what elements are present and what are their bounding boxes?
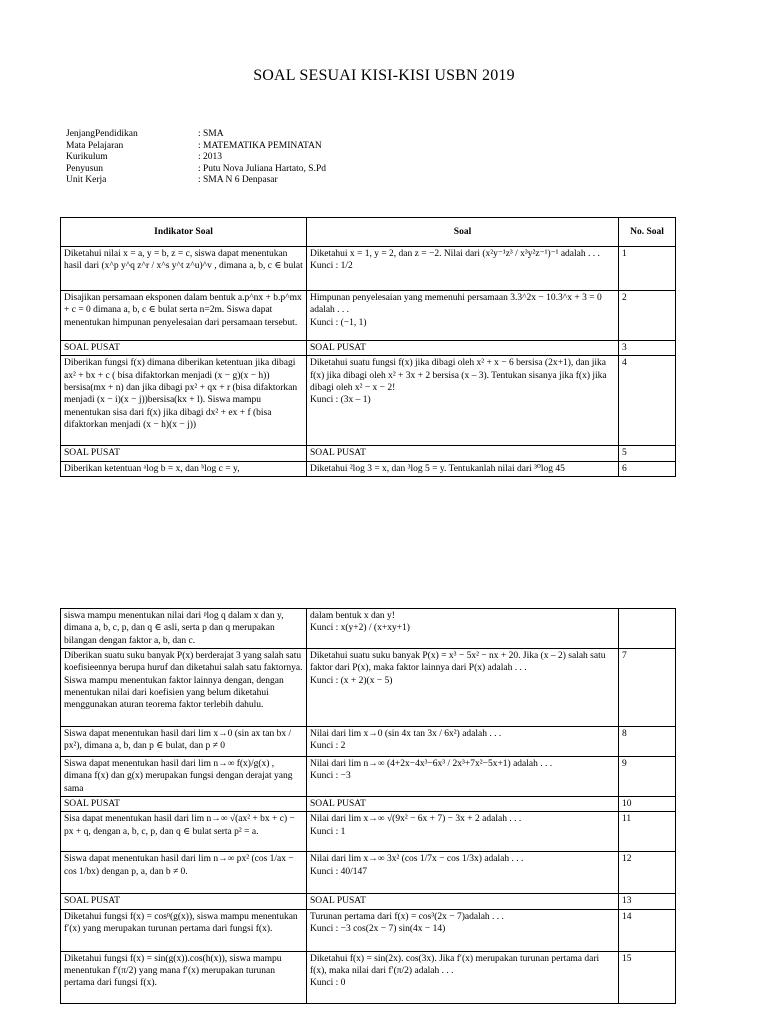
table-row <box>61 356 676 446</box>
indikator-cell: Diberikan ketentuan ᵃlog b = x, dan ᵇlog c = y, <box>61 461 307 476</box>
indikator-cell: Siswa dapat menentukan hasil dari lim n→∞ f(x)/g(x) , dimana f(x) dan g(x) merupakan fungsi dengan derajat yang sama <box>61 757 307 797</box>
table-row <box>61 812 676 852</box>
soal-cell <box>307 852 619 894</box>
no-soal-cell: 5 <box>619 446 676 461</box>
kunci-text: Kunci : 1/2 <box>310 261 353 272</box>
soal-cell <box>307 727 619 757</box>
meta-value: : 2013 <box>198 152 223 162</box>
no-soal-cell: 8 <box>619 727 676 757</box>
no-soal-cell: 12 <box>619 852 676 894</box>
meta-row <box>66 128 666 140</box>
soal-text: Diketahui ²log 3 = x, dan ³log 5 = y. Tentukanlah nilai dari ³⁰log 45 <box>310 463 565 474</box>
kunci-text: Kunci : (−1, 1) <box>310 317 367 328</box>
soal-cell <box>307 797 619 812</box>
table-row <box>61 757 676 797</box>
meta-row <box>66 140 666 152</box>
no-soal-cell: 9 <box>619 757 676 797</box>
table-row <box>61 341 676 356</box>
indikator-cell: Diketahui fungsi f(x) = cosⁿ(g(x)), siswa mampu menentukan f′(x) yang merupakan turunan pertama dari fungsi f(x). <box>61 909 307 951</box>
kunci-text: Kunci : 2 <box>310 741 346 752</box>
header-soal: Soal <box>307 218 619 247</box>
soal-cell <box>307 247 619 291</box>
soal-text: dalam bentuk x dan y! <box>310 611 395 621</box>
table-row <box>61 609 676 649</box>
table-row <box>61 291 676 341</box>
soal-text: Diketahui f(x) = sin(2x). cos(3x). Jika f′(x) merupakan turunan pertama dari f(x), maka nilai dari f′(π/2) adalah . . . <box>310 953 600 977</box>
soal-cell <box>307 291 619 341</box>
soal-cell <box>307 951 619 1003</box>
no-soal-cell: 14 <box>619 909 676 951</box>
soal-cell <box>307 356 619 446</box>
table-row <box>61 894 676 909</box>
header-no-soal: No. Soal <box>619 218 676 247</box>
indikator-cell: Diberikan suatu suku banyak P(x) berderajat 3 yang salah satu koefisieennya berupa huruf dan diketahui salah satu faktornya. Siswa mampu menentukan faktor lainnya dengan, dengan menentukan nilai dari koefisien yang belum diketahui menggunakan aturan teorema faktor terlebih dahulu. <box>61 649 307 727</box>
meta-key: Mata Pelajaran <box>66 140 124 151</box>
no-soal-cell: 7 <box>619 649 676 727</box>
meta-row <box>66 163 666 175</box>
soal-cell <box>307 341 619 356</box>
soal-text: Diketahui suatu suku banyak P(x) = x³ − 5x² − nx + 20. Jika (x – 2) salah satu faktor dari P(x), maka faktor lainnya dari P(x) adalah . . . <box>310 651 606 674</box>
soal-cell <box>307 446 619 461</box>
soal-cell <box>307 461 619 476</box>
table-row <box>61 951 676 1003</box>
soal-text: Nilai dari lim x→0 (sin 4x tan 3x / 6x²) adalah . . . <box>310 729 502 740</box>
soal-text: SOAL PUSAT <box>310 896 366 907</box>
soal-text: Nilai dari lim n→∞ (4+2x−4x³−6x³ / 2x³+7x²−5x+1) adalah . . . <box>310 759 553 770</box>
question-table-page-1 <box>60 217 676 477</box>
indikator-cell: Diketahui nilai x = a, y = b, z = c, siswa dapat menentukan hasil dari (x^p y^q z^r / x^s y^t z^u)^v , dimana a, b, c ∈ bulat <box>61 247 307 291</box>
soal-cell <box>307 609 619 649</box>
meta-key: Unit Kerja <box>66 175 107 185</box>
no-soal-cell: 1 <box>619 247 676 291</box>
meta-key: Penyusun <box>66 163 103 174</box>
no-soal-cell: 6 <box>619 461 676 476</box>
no-soal-cell: 11 <box>619 812 676 852</box>
meta-value: : SMA <box>198 129 224 139</box>
soal-text: Nilai dari lim x→∞ √(9x² − 6x + 7) − 3x + 2 adalah . . . <box>310 814 522 825</box>
soal-text: SOAL PUSAT <box>310 799 366 810</box>
kunci-text: Kunci : (x + 2)(x − 5) <box>310 675 393 686</box>
indikator-cell: SOAL PUSAT <box>61 797 307 812</box>
no-soal-cell: 4 <box>619 356 676 446</box>
indikator-cell: Sisa dapat menentukan hasil dari lim n→∞ √(ax² + bx + c) − px + q, dengan a, b, c, p, dan q ∈ bulat serta p² = a. <box>61 812 307 852</box>
kunci-text: Kunci : 40/147 <box>310 866 367 877</box>
kunci-text: Kunci : 0 <box>310 978 346 989</box>
indikator-cell: SOAL PUSAT <box>61 446 307 461</box>
no-soal-cell: 10 <box>619 797 676 812</box>
indikator-cell: SOAL PUSAT <box>61 341 307 356</box>
table-row <box>61 852 676 894</box>
table-row <box>61 461 676 476</box>
no-soal-cell <box>619 609 676 649</box>
kunci-text: Kunci : x(y+2) / (x+xy+1) <box>310 623 410 634</box>
indikator-cell: Siswa dapat menentukan hasil dari lim x→0 (sin ax tan bx / px²), dimana a, b, dan p ∈ bulat, dan p ≠ 0 <box>61 727 307 757</box>
table-row <box>61 446 676 461</box>
indikator-cell: Siswa dapat menentukan hasil dari lim n→∞ px² (cos 1/ax − cos 1/bx) dengan p, a, dan b ≠ 0. <box>61 852 307 894</box>
no-soal-cell: 13 <box>619 894 676 909</box>
kunci-text: Kunci : 1 <box>310 826 346 837</box>
soal-cell <box>307 812 619 852</box>
soal-cell <box>307 894 619 909</box>
soal-text: SOAL PUSAT <box>310 448 366 459</box>
table-row <box>61 247 676 291</box>
no-soal-cell: 2 <box>619 291 676 341</box>
soal-text: SOAL PUSAT <box>310 343 366 353</box>
table-row <box>61 909 676 951</box>
soal-text: Diketahui suatu fungsi f(x) jika dibagi oleh x² + x − 6 bersisa (2x+1), dan jika f(x) jika dibagi oleh x² + 3x + 2 bersisa (x – 3). Tentukan sisanya jika f(x) jika dibagi oleh x² − x − 2! <box>310 358 607 394</box>
indikator-cell: Diberikan fungsi f(x) dimana diberikan ketentuan jika dibagi ax² + bx + c ( bisa difaktorkan menjadi (x − g)(x − h)) bersisa(mx + n) dan jika dibagi px² + qx + r (bisa difaktorkan menjadi (x − i)(x − j))bersisa(kx + l). Siswa mampu menentukan sisa dari f(x) jika dibagi dx² + ex + f (bisa difaktorkan menjadi (x − h)(x − j)) <box>61 356 307 446</box>
indikator-cell: Diketahui fungsi f(x) = sin(g(x)).cos(h(x)), siswa mampu menentukan f′(π/2) yang mana f′(x) merupakan turunan pertama dari fungsi f(x). <box>61 951 307 1003</box>
meta-key: Kurikulum <box>66 152 108 162</box>
table-header-row <box>61 218 676 247</box>
meta-row <box>66 151 666 163</box>
table-row <box>61 797 676 812</box>
kunci-text: Kunci : (3x – 1) <box>310 395 371 406</box>
indikator-cell: SOAL PUSAT <box>61 894 307 909</box>
soal-text: Turunan pertama dari f(x) = cos³(2x − 7)adalah . . . <box>310 911 504 922</box>
question-table-page-2 <box>60 608 676 1004</box>
meta-value: : MATEMATIKA PEMINATAN <box>198 140 322 151</box>
meta-value: : Putu Nova Juliana Hartato, S.Pd <box>198 163 326 174</box>
meta-key: JenjangPendidikan <box>66 129 138 139</box>
table-row <box>61 649 676 727</box>
document-title: SOAL SESUAI KISI-KISI USBN 2019 <box>253 67 515 84</box>
indikator-cell: Disajikan persamaan eksponen dalam bentuk a.p^nx + b.p^mx + c = 0 dimana a, b, c ∈ bulat serta n=2m. Siswa dapat menentukan himpunan penyelesaian dari persamaan tersebut. <box>61 291 307 341</box>
no-soal-cell: 15 <box>619 951 676 1003</box>
kunci-text: Kunci : −3 cos(2x − 7) sin(4x − 14) <box>310 924 446 935</box>
meta-value: : SMA N 6 Denpasar <box>198 175 278 185</box>
soal-cell <box>307 909 619 951</box>
soal-cell <box>307 649 619 727</box>
meta-row <box>66 174 666 186</box>
no-soal-cell: 3 <box>619 341 676 356</box>
indikator-cell: siswa mampu menentukan nilai dari ᵖlog q dalam x dan y, dimana a, b, c, p, dan q ∈ asli, serta p dan q merupakan bilangan dengan faktor a, b, dan c. <box>61 609 307 649</box>
document-meta <box>66 128 666 186</box>
table-row <box>61 727 676 757</box>
soal-text: Himpunan penyelesaian yang memenuhi persamaan 3.3^2x − 10.3^x + 3 = 0 adalah . . . <box>310 293 602 316</box>
soal-cell <box>307 757 619 797</box>
header-indikator: Indikator Soal <box>61 218 307 247</box>
kunci-text: Kunci : −3 <box>310 771 351 782</box>
soal-text: Nilai dari lim x→∞ 3x² (cos 1/7x − cos 1/3x) adalah . . . <box>310 854 524 865</box>
soal-text: Diketahui x = 1, y = 2, dan z = −2. Nilai dari (x²y⁻¹z³ / x³y²z⁻¹)⁻¹ adalah . . . <box>310 249 600 259</box>
